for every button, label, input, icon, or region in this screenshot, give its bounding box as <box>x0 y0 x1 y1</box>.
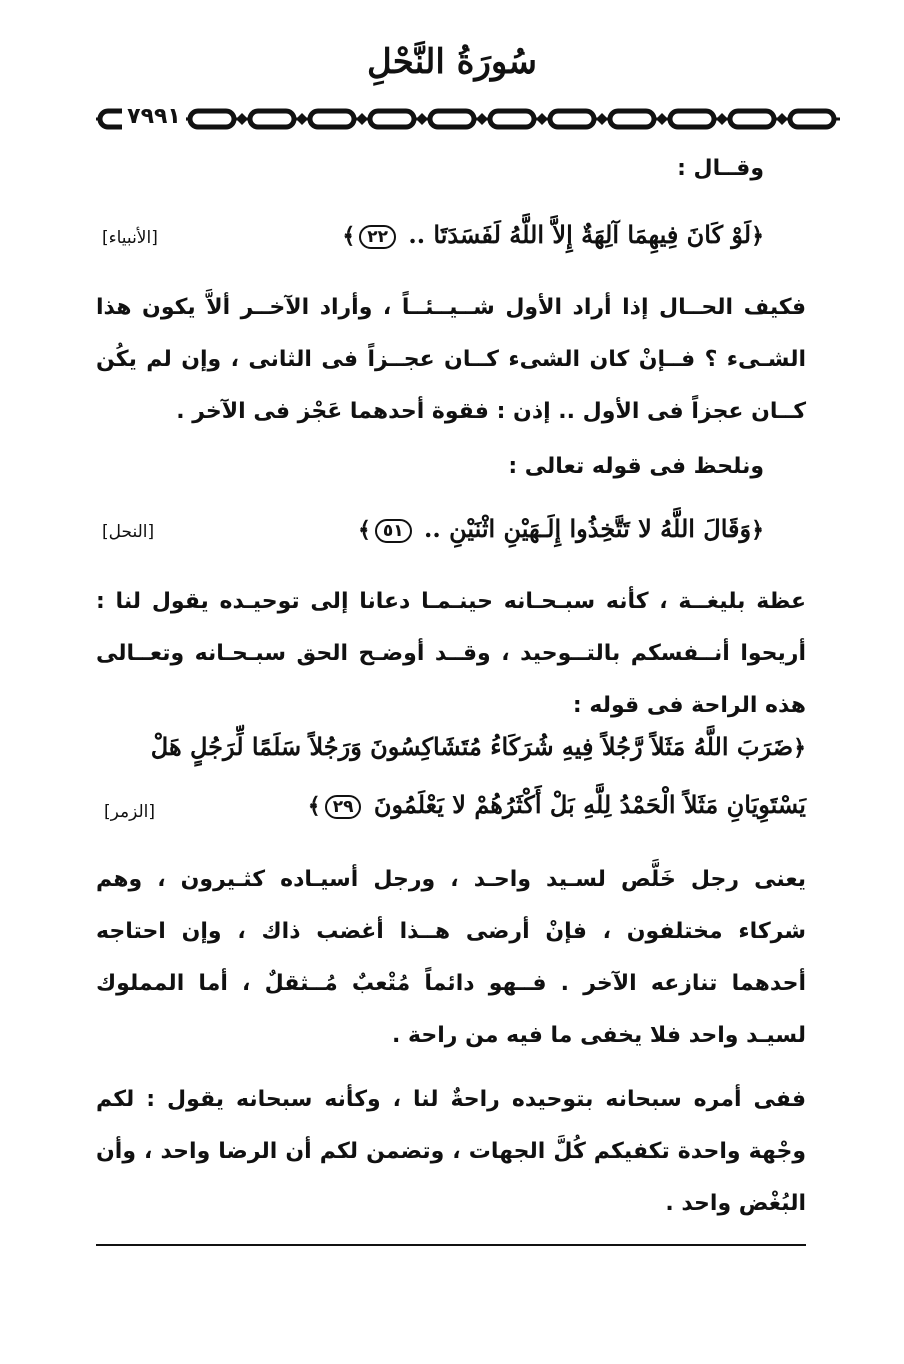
quran-verse-1 <box>342 220 764 249</box>
paragraph: ففى أمره سبحانه بتوحيده راحةٌ لنا ، وكأنه سبحانه يقول : لكم وجْهة واحدة تكفيكم كُلَّ الجهات ، وتضمن لكم أن الرضا واحد ، وأن البُغْض واحد . <box>96 1087 806 1216</box>
quran-verse-2 <box>358 514 764 543</box>
verse-text: ضَرَبَ اللَّهُ مَثَلاً رَّجُلاً فِيهِ شُرَكَاءُ مُتَشَاكِسُونَ وَرَجُلاً سَلَمًا لِّرَجُلٍ هَلْ <box>150 732 794 761</box>
verse-source: [الأنبياء] <box>102 228 158 248</box>
quran-verse-3-line-2 <box>308 790 806 819</box>
bottom-rule <box>96 1244 806 1246</box>
paragraph: عظة بليغــة ، كأنه سبـحـانه حينـمـا دعانا إلى توحيـده يقول لنا : أريحوا أنــفسكم بالتــوحيد ، وقــد أوضـح الحق سبـحـانه وتعــالى هذه الراحة فى قوله : <box>96 589 806 718</box>
paragraph: ونلحظ فى قوله تعالى : <box>508 454 764 479</box>
quran-verse-3-line-1 <box>151 732 806 761</box>
ornate-bracket-close: ﴾ <box>307 793 321 819</box>
verse-source: [النحل] <box>102 522 155 542</box>
ornate-bracket-close: ﴾ <box>358 517 371 543</box>
surah-title: سُورَةُ النَّحْلِ <box>367 42 537 82</box>
ornate-bracket-open: ﴿ <box>793 735 806 761</box>
paragraph: فكيف الحــال إذا أراد الأول شــيــئــاً ، وأراد الآخــر ألاَّ يكون هذا الشـىء ؟ فــإنْ كان الشىء كــان عجــزاً فى الثانى ، وإن لم يكُن كــان عجزاً فى الأول .. إذن : فقوة أحدهما عَجْز فى الآخر . <box>96 295 806 424</box>
intro-line: وقــال : <box>677 156 764 181</box>
decorative-border <box>96 104 840 134</box>
verse-source: [الزمر] <box>104 802 156 822</box>
verse-text: لَوْ كَانَ فِيهِمَا آلِهَةٌ إِلاَّ اللَّهُ لَفَسَدَتَا .. <box>408 220 752 249</box>
ayah-number: ٢٩ <box>325 795 362 819</box>
ornate-bracket-open: ﴿ <box>751 517 764 543</box>
verse-text: يَسْتَوِيَانِ مَثَلاً الْحَمْدُ لِلَّهِ بَلْ أَكْثَرُهُمْ لا يَعْلَمُونَ <box>373 790 806 819</box>
ayah-number: ٢٢ <box>359 225 396 249</box>
ayah-number: ٥١ <box>375 519 412 543</box>
ornate-bracket-open: ﴿ <box>751 223 764 249</box>
ornate-bracket-close: ﴾ <box>342 223 356 249</box>
verse-text: وَقَالَ اللَّهُ لا تَتَّخِذُوا إِلَـهَيْنِ اثْنَيْنِ .. <box>424 514 752 543</box>
paragraph: يعنى رجل خَلَّص لسـيد واحـد ، ورجل أسيـاده كثـيرون ، وهم شركاء مختلفون ، فإنْ أرضى هــذا أغضب ذاك ، وإن احتاجه أحدهما تنازعه الآخر . فــهو دائماً مُتْعبٌ مُــثقلٌ ، أما المملوك لسيـد واحد فلا يخفى ما فيه من راحة . <box>96 867 806 1048</box>
page-number: ٧٩٩١ <box>122 102 186 132</box>
